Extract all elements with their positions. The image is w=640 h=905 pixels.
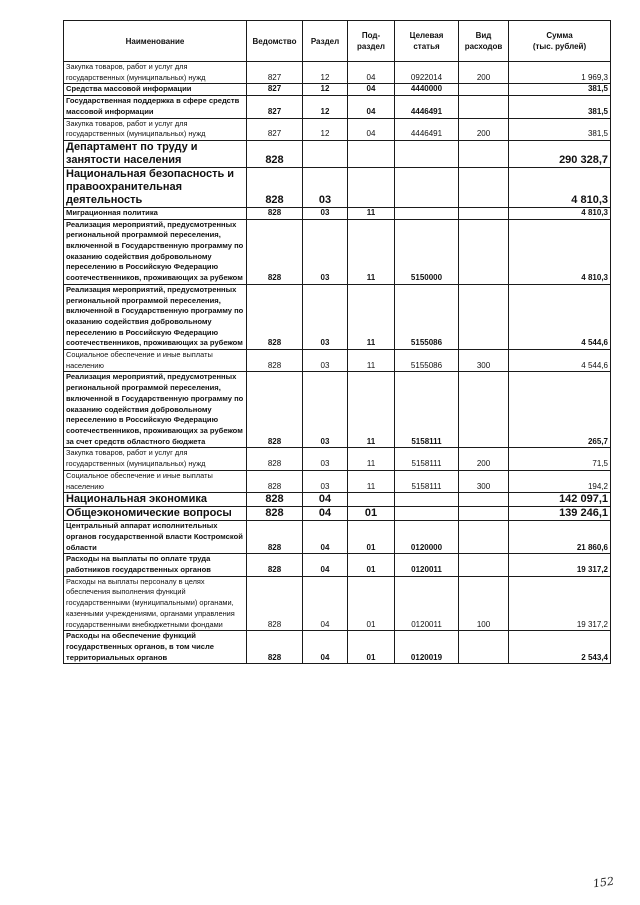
row-sum: 21 860,6 (509, 521, 611, 554)
row-sum: 19 317,2 (509, 576, 611, 631)
row-name: Реализация мероприятий, предусмотренных региональной программой переселения, включенной в Государственную программу по оказанию содействия добровольному переселению в Российскую Федерацию соотечественников, проживающих за рубежом (64, 284, 247, 349)
row-type: 200 (459, 62, 509, 84)
row-section: 03 (303, 219, 348, 284)
row-type (459, 372, 509, 448)
row-section: 12 (303, 84, 348, 96)
row-section: 03 (303, 350, 348, 372)
page-number: 152 (592, 874, 615, 891)
row-article (395, 140, 459, 167)
row-section: 12 (303, 118, 348, 140)
row-subsection: 01 (348, 507, 395, 521)
row-section: 03 (303, 470, 348, 492)
row-article (395, 507, 459, 521)
row-subsection: 11 (348, 284, 395, 349)
table-row (64, 576, 611, 631)
row-type (459, 140, 509, 167)
row-article: 5158111 (395, 448, 459, 470)
row-article: 0922014 (395, 62, 459, 84)
row-section: 03 (303, 167, 348, 207)
row-subsection: 04 (348, 62, 395, 84)
row-type (459, 167, 509, 207)
row-sum: 19 317,2 (509, 554, 611, 576)
row-dept: 828 (247, 372, 303, 448)
row-section: 04 (303, 493, 348, 507)
row-article: 4446491 (395, 118, 459, 140)
row-name: Средства массовой информации (64, 84, 247, 96)
header-name: Наименование (64, 21, 247, 62)
row-dept: 828 (247, 507, 303, 521)
table-row (64, 448, 611, 470)
table-row (64, 219, 611, 284)
row-article: 5155086 (395, 350, 459, 372)
row-subsection: 11 (348, 350, 395, 372)
row-type: 100 (459, 576, 509, 631)
row-sum: 4 544,6 (509, 284, 611, 349)
row-subsection: 11 (348, 448, 395, 470)
row-type (459, 207, 509, 219)
table-row (64, 493, 611, 507)
row-section: 03 (303, 284, 348, 349)
table-row (64, 140, 611, 167)
table-row (64, 350, 611, 372)
row-dept: 827 (247, 96, 303, 118)
table-row (64, 470, 611, 492)
row-name: Департамент по труду и занятости населения (64, 140, 247, 167)
row-dept: 828 (247, 207, 303, 219)
row-dept: 827 (247, 84, 303, 96)
table-row (64, 631, 611, 664)
row-dept: 828 (247, 493, 303, 507)
row-sum: 4 810,3 (509, 219, 611, 284)
row-dept: 828 (247, 167, 303, 207)
row-name: Реализация мероприятий, предусмотренных региональной программой переселения, включенной в Государственную программу по оказанию содействия добровольному переселению в Российскую Федерацию соотечественников, проживающих за рубежом за счет средств областного бюджета (64, 372, 247, 448)
row-sum: 4 810,3 (509, 207, 611, 219)
row-article (395, 493, 459, 507)
row-subsection (348, 493, 395, 507)
row-subsection: 11 (348, 207, 395, 219)
table-row (64, 167, 611, 207)
row-dept: 828 (247, 576, 303, 631)
row-sum: 2 543,4 (509, 631, 611, 664)
row-dept: 828 (247, 554, 303, 576)
row-section: 04 (303, 507, 348, 521)
row-sum: 290 328,7 (509, 140, 611, 167)
row-dept: 828 (247, 284, 303, 349)
row-name: Национальная безопасность и правоохранительная деятельность (64, 167, 247, 207)
row-dept: 828 (247, 448, 303, 470)
row-article: 5150000 (395, 219, 459, 284)
row-dept: 828 (247, 631, 303, 664)
row-sum: 4 810,3 (509, 167, 611, 207)
row-section: 04 (303, 521, 348, 554)
row-section: 03 (303, 207, 348, 219)
row-subsection (348, 140, 395, 167)
table-row (64, 554, 611, 576)
row-section: 12 (303, 96, 348, 118)
row-type (459, 631, 509, 664)
row-article: 0120011 (395, 554, 459, 576)
row-name: Закупка товаров, работ и услуг для государственных (муниципальных) нужд (64, 448, 247, 470)
row-article (395, 207, 459, 219)
budget-table (63, 20, 611, 664)
row-article: 0120000 (395, 521, 459, 554)
row-sum: 381,5 (509, 96, 611, 118)
row-name: Реализация мероприятий, предусмотренных региональной программой переселения, включенной в Государственную программу по оказанию содействия добровольному переселению в Российскую Федерацию соотечественников, проживающих за рубежом (64, 219, 247, 284)
row-section: 04 (303, 576, 348, 631)
table-row (64, 118, 611, 140)
row-article: 5158111 (395, 372, 459, 448)
row-dept: 828 (247, 521, 303, 554)
row-name: Центральный аппарат исполнительных органов государственной власти Костромской области (64, 521, 247, 554)
row-sum: 4 544,6 (509, 350, 611, 372)
row-subsection: 11 (348, 372, 395, 448)
row-section: 03 (303, 372, 348, 448)
row-type: 200 (459, 118, 509, 140)
row-sum: 1 969,3 (509, 62, 611, 84)
row-sum: 71,5 (509, 448, 611, 470)
row-subsection: 04 (348, 96, 395, 118)
row-name: Расходы на обеспечение функций государственных органов, в том числе территориальных органов (64, 631, 247, 664)
row-subsection: 11 (348, 219, 395, 284)
row-article: 0120011 (395, 576, 459, 631)
row-type (459, 554, 509, 576)
table-row (64, 62, 611, 84)
row-dept: 828 (247, 470, 303, 492)
row-dept: 828 (247, 219, 303, 284)
row-type (459, 284, 509, 349)
row-subsection: 01 (348, 576, 395, 631)
row-type (459, 96, 509, 118)
row-article: 5155086 (395, 284, 459, 349)
table-row (64, 372, 611, 448)
row-name: Государственная поддержка в сфере средств массовой информации (64, 96, 247, 118)
row-name: Миграционная политика (64, 207, 247, 219)
row-subsection: 01 (348, 631, 395, 664)
row-type: 200 (459, 448, 509, 470)
row-type (459, 84, 509, 96)
header-section: Раздел (303, 21, 348, 62)
row-subsection: 04 (348, 84, 395, 96)
row-article: 4440000 (395, 84, 459, 96)
row-name: Социальное обеспечение и иные выплаты населению (64, 470, 247, 492)
row-type (459, 521, 509, 554)
row-section (303, 140, 348, 167)
row-article: 0120019 (395, 631, 459, 664)
row-dept: 827 (247, 118, 303, 140)
row-dept: 827 (247, 62, 303, 84)
row-dept: 828 (247, 350, 303, 372)
row-type: 300 (459, 350, 509, 372)
row-type: 300 (459, 470, 509, 492)
row-type (459, 493, 509, 507)
row-sum: 139 246,1 (509, 507, 611, 521)
row-name: Социальное обеспечение и иные выплаты населению (64, 350, 247, 372)
table-row (64, 84, 611, 96)
row-name: Расходы на выплаты по оплате труда работников государственных органов (64, 554, 247, 576)
row-subsection: 04 (348, 118, 395, 140)
header-subsection: Под- раздел (348, 21, 395, 62)
row-section: 03 (303, 448, 348, 470)
row-sum: 381,5 (509, 118, 611, 140)
row-name: Закупка товаров, работ и услуг для государственных (муниципальных) нужд (64, 62, 247, 84)
table-row (64, 284, 611, 349)
row-subsection: 01 (348, 554, 395, 576)
header-dept: Ведомство (247, 21, 303, 62)
row-sum: 381,5 (509, 84, 611, 96)
header-sum: Сумма (тыс. рублей) (509, 21, 611, 62)
row-name: Общеэкономические вопросы (64, 507, 247, 521)
row-sum: 265,7 (509, 372, 611, 448)
row-section: 04 (303, 631, 348, 664)
header-type: Вид расходов (459, 21, 509, 62)
row-article: 4446491 (395, 96, 459, 118)
row-type (459, 219, 509, 284)
row-subsection (348, 167, 395, 207)
row-name: Закупка товаров, работ и услуг для государственных (муниципальных) нужд (64, 118, 247, 140)
table-row (64, 507, 611, 521)
row-section: 04 (303, 554, 348, 576)
row-article: 5158111 (395, 470, 459, 492)
table-header-row (64, 21, 611, 62)
row-type (459, 507, 509, 521)
row-sum: 142 097,1 (509, 493, 611, 507)
table-row (64, 207, 611, 219)
header-article: Целевая статья (395, 21, 459, 62)
row-article (395, 167, 459, 207)
row-name: Национальная экономика (64, 493, 247, 507)
row-dept: 828 (247, 140, 303, 167)
table-row (64, 96, 611, 118)
row-sum: 194,2 (509, 470, 611, 492)
row-name: Расходы на выплаты персоналу в целях обеспечения выполнения функций государственными (муниципальными) органами, казенными учреждениями, органами управления государственными внебюджетными фондами (64, 576, 247, 631)
table-row (64, 521, 611, 554)
row-subsection: 01 (348, 521, 395, 554)
row-section: 12 (303, 62, 348, 84)
row-subsection: 11 (348, 470, 395, 492)
